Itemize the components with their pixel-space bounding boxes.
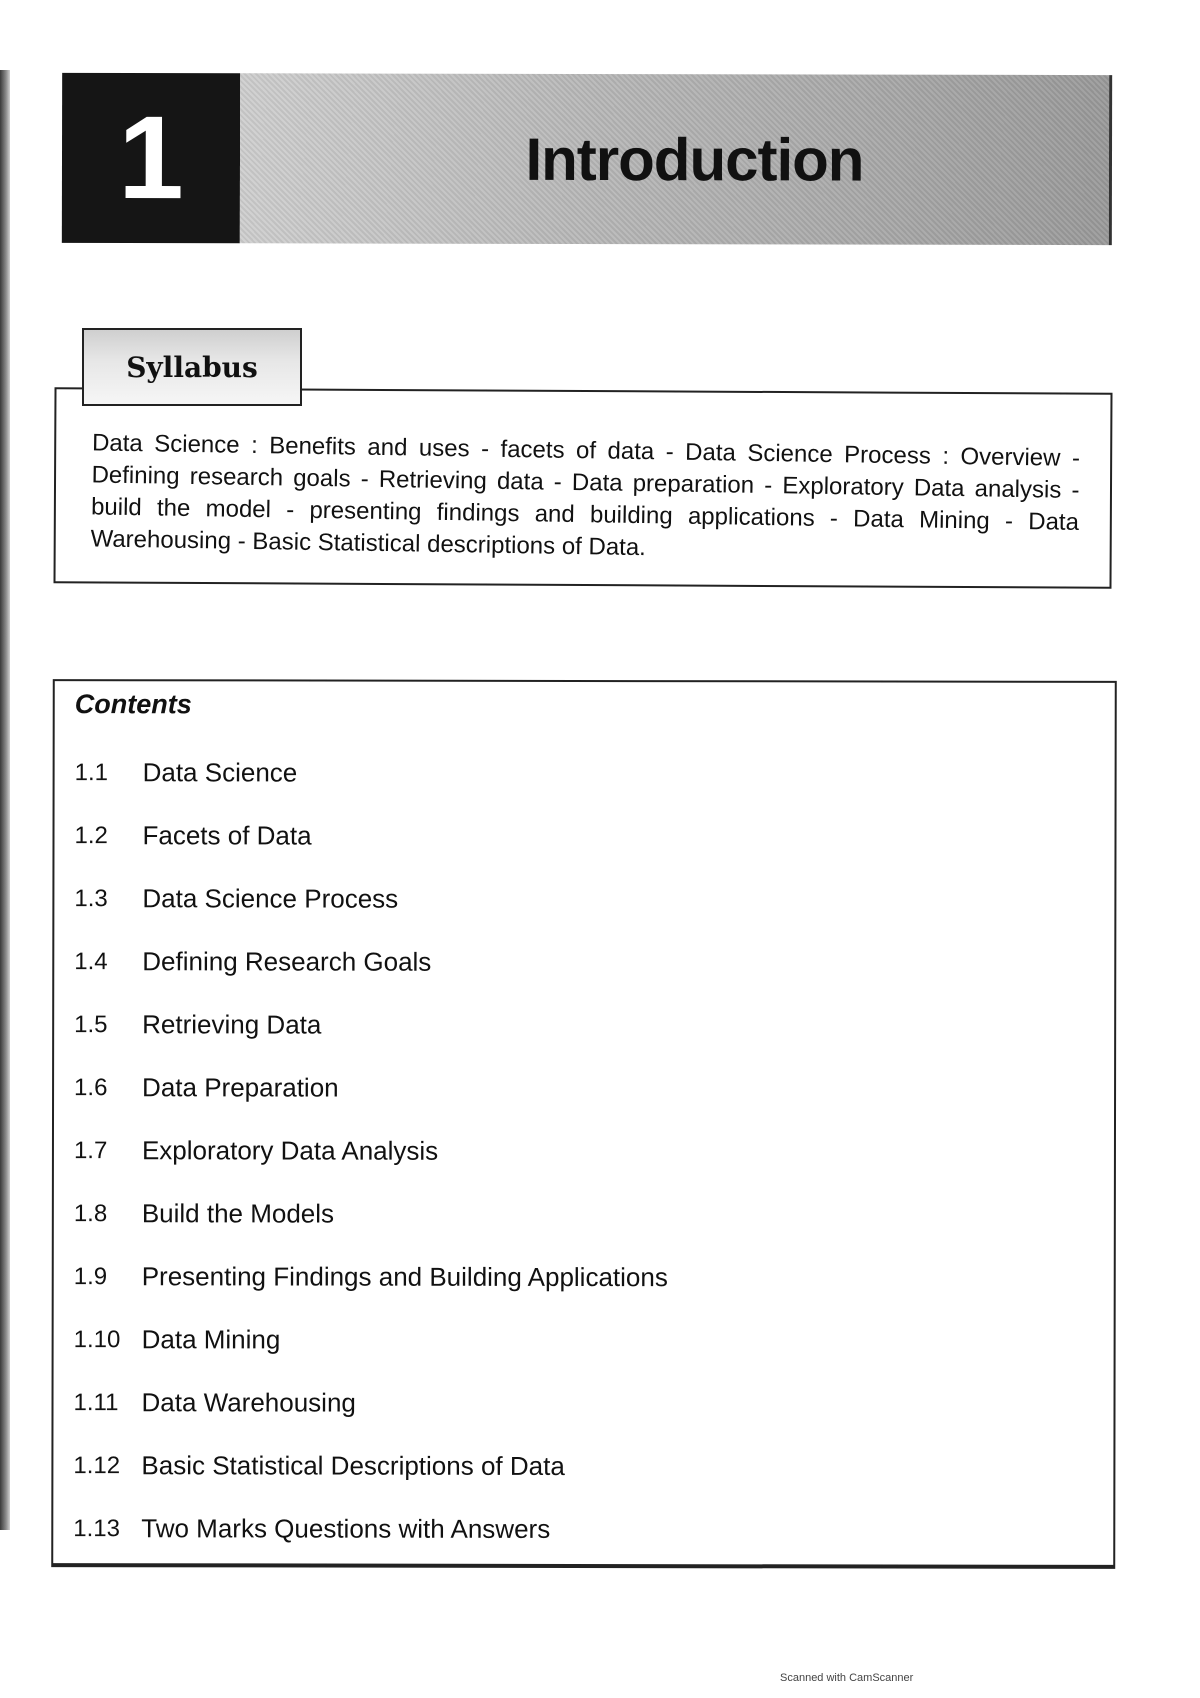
syllabus-text: Data Science : Benefits and uses - facets of data - Data Science Process : Overview - Defining research goals - Retrieving data - Data preparation - Exploratory Data analysis - build the model - presenting findings and building applications - Data Mining - Data Warehousing - Basic Statistical descriptions of Data. xyxy=(90,429,1081,562)
syllabus-label: Syllabus xyxy=(126,350,258,384)
contents-item xyxy=(74,1324,668,1388)
contents-item xyxy=(74,946,668,1010)
chapter-number: 1 xyxy=(118,92,184,225)
contents-item xyxy=(74,1009,668,1073)
contents-item-number: 1.5 xyxy=(74,1011,108,1039)
contents-item-number: 1.11 xyxy=(73,1389,119,1417)
contents-item xyxy=(74,1261,668,1325)
contents-list xyxy=(73,757,669,1577)
chapter-title-box xyxy=(240,73,1112,245)
contents-item-label: Retrieving Data xyxy=(142,1009,322,1040)
syllabus-tab xyxy=(82,328,302,406)
contents-item-label: Data Preparation xyxy=(142,1072,339,1103)
chapter-title: Introduction xyxy=(525,125,864,194)
contents-item-label: Basic Statistical Descriptions of Data xyxy=(141,1450,565,1481)
chapter-number-box xyxy=(62,73,240,243)
contents-item-number: 1.10 xyxy=(73,1326,121,1354)
contents-item-label: Data Science Process xyxy=(142,883,399,914)
contents-item-label: Exploratory Data Analysis xyxy=(141,1135,439,1166)
contents-item-number: 1.9 xyxy=(73,1263,108,1291)
contents-item-number: 1.3 xyxy=(74,885,108,913)
contents-item-label: Defining Research Goals xyxy=(142,946,432,977)
contents-item xyxy=(73,1513,667,1577)
contents-item-label: Data Mining xyxy=(141,1324,281,1355)
contents-item-number: 1.7 xyxy=(73,1137,108,1165)
contents-box xyxy=(51,679,1117,1569)
contents-item-label: Facets of Data xyxy=(142,820,312,851)
contents-item xyxy=(73,1450,667,1514)
contents-item xyxy=(75,757,669,821)
contents-item-label: Two Marks Questions with Answers xyxy=(141,1513,551,1544)
contents-item-number: 1.1 xyxy=(74,759,109,787)
contents-item-number: 1.4 xyxy=(74,948,108,976)
contents-item-label: Presenting Findings and Building Applications xyxy=(141,1261,668,1293)
syllabus-box xyxy=(53,387,1112,589)
contents-title: Contents xyxy=(74,689,192,720)
contents-item xyxy=(74,820,668,884)
contents-item-label: Data Warehousing xyxy=(141,1387,356,1418)
contents-item-label: Build the Models xyxy=(141,1198,335,1229)
contents-item-number: 1.6 xyxy=(74,1074,108,1102)
scan-page-edge xyxy=(0,70,10,1530)
chapter-banner xyxy=(62,73,1112,245)
contents-item xyxy=(74,1198,668,1262)
contents-item xyxy=(74,1135,668,1199)
contents-item-number: 1.2 xyxy=(74,822,108,850)
scanner-watermark: Scanned with CamScanner xyxy=(780,1672,914,1684)
contents-item-number: 1.12 xyxy=(73,1452,121,1480)
contents-item-number: 1.13 xyxy=(73,1515,121,1543)
contents-item xyxy=(74,1072,668,1136)
contents-item xyxy=(74,883,668,947)
contents-item xyxy=(73,1387,667,1451)
contents-item-label: Data Science xyxy=(142,757,298,788)
contents-item-number: 1.8 xyxy=(73,1200,108,1228)
